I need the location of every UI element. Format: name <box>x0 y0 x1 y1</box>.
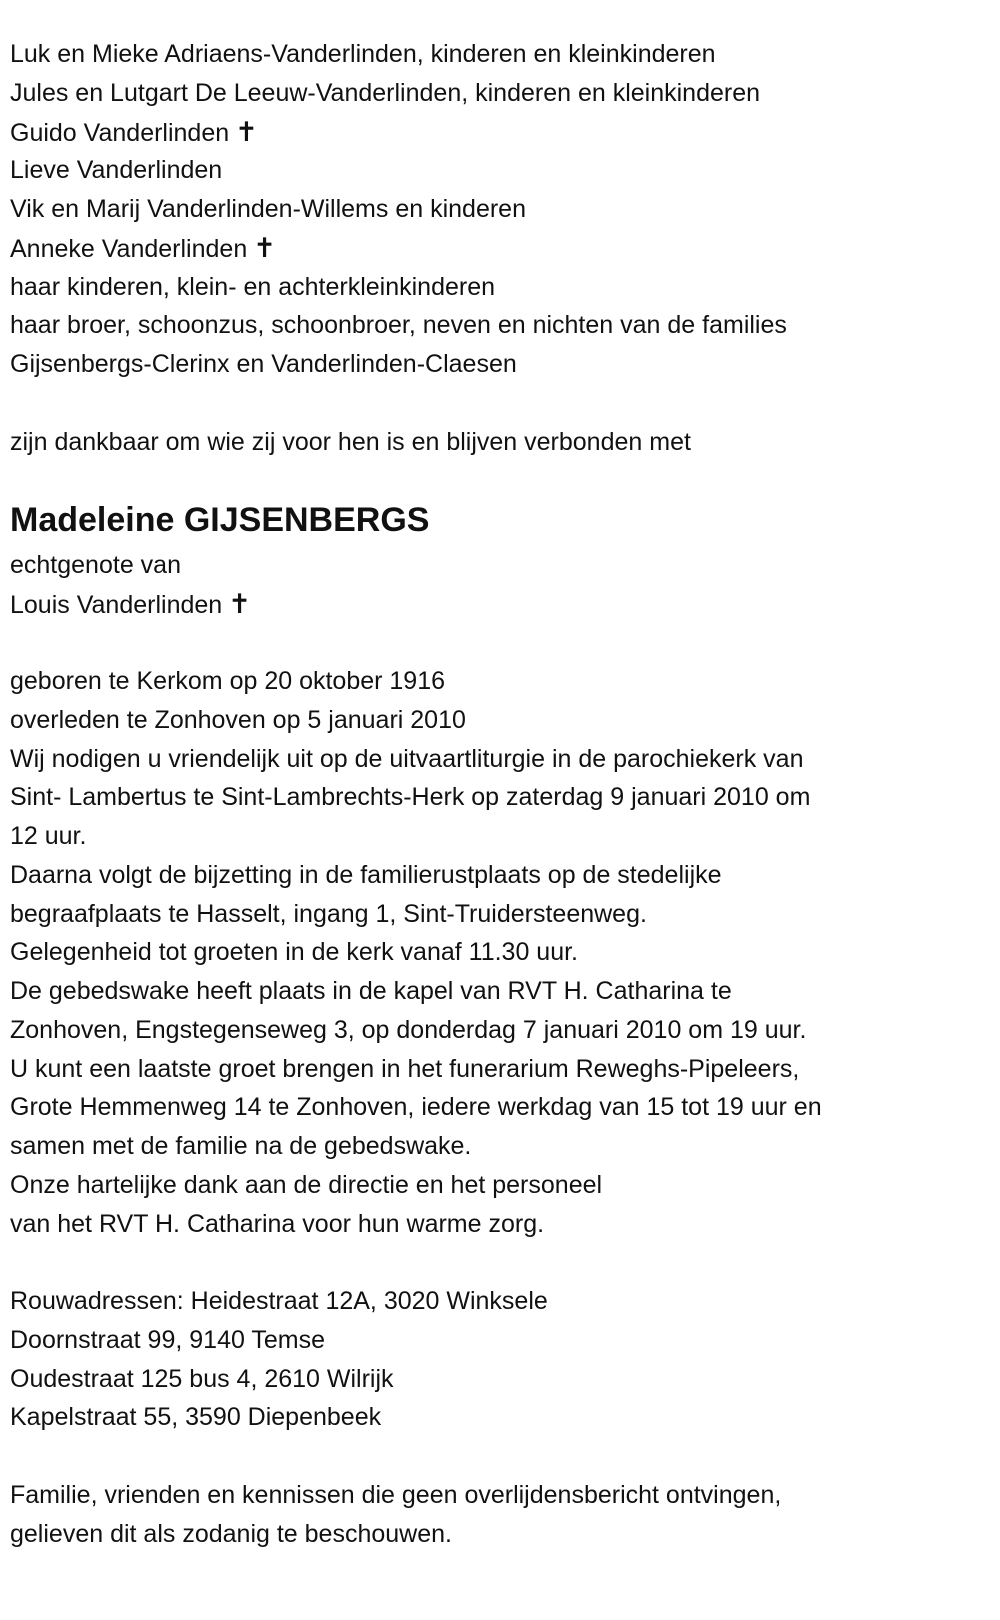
detail-line: begraafplaats te Hasselt, ingang 1, Sint-Truidersteenweg. <box>10 899 647 928</box>
family-member <box>10 229 1000 268</box>
family-member-text: haar kinderen, klein- en achterkleinkinderen <box>10 272 496 301</box>
deceased-name: Madeleine GIJSENBERGS <box>10 500 430 539</box>
cross-icon: ✝ <box>235 116 258 147</box>
family-member <box>10 306 1000 345</box>
detail-line: 12 uur. <box>10 822 87 851</box>
family-member <box>10 113 1000 152</box>
detail-line: samen met de familie na de gebedswake. <box>10 1132 472 1161</box>
address-line: Rouwadressen: Heidestraat 12A, 3020 Winksele <box>10 1287 548 1316</box>
detail-line: van het RVT H. Catharina voor hun warme zorg. <box>10 1209 545 1238</box>
family-member <box>10 151 1000 190</box>
family-member-text: Anneke Vanderlinden <box>10 234 248 263</box>
spouse-name: Louis Vanderlinden <box>10 590 223 619</box>
cross-icon: ✝ <box>228 588 251 619</box>
detail-line: Gelegenheid tot groeten in de kerk vanaf 11.30 uur. <box>10 938 578 967</box>
details <box>10 662 1000 1243</box>
cross-icon: ✝ <box>253 232 276 263</box>
family-member-text: Lieve Vanderlinden <box>10 156 223 185</box>
address-line: Doornstraat 99, 9140 Temse <box>10 1325 326 1354</box>
closing-note <box>10 1476 1000 1554</box>
family-member <box>10 190 1000 229</box>
address-line: Kapelstraat 55, 3590 Diepenbeek <box>10 1403 382 1432</box>
detail-line: De gebedswake heeft plaats in de kapel van RVT H. Catharina te <box>10 977 732 1006</box>
detail-line: Wij nodigen u vriendelijk uit op de uitvaartliturgie in de parochiekerk van <box>10 744 804 773</box>
family-member-text: Vik en Marij Vanderlinden-Willems en kinderen <box>10 195 526 223</box>
family-member <box>10 345 1000 384</box>
detail-line: Zonhoven, Engstegenseweg 3, op donderdag 7 januari 2010 om 19 uur. <box>10 1015 807 1044</box>
detail-line: Sint- Lambertus te Sint-Lambrechts-Herk op zaterdag 9 januari 2010 om <box>10 783 811 812</box>
detail-line: geboren te Kerkom op 20 oktober 1916 <box>10 667 446 696</box>
closing-line: gelieven dit als zodanig te beschouwen. <box>10 1519 452 1548</box>
family-member <box>10 35 1000 74</box>
address-line: Oudestraat 125 bus 4, 2610 Wilrijk <box>10 1364 394 1393</box>
family-member-text: Gijsenbergs-Clerinx en Vanderlinden-Claesen <box>10 350 517 378</box>
family-member-text: Guido Vanderlinden <box>10 118 230 147</box>
addresses <box>10 1282 1000 1437</box>
spouse-label: echtgenote van <box>10 550 181 579</box>
family-member <box>10 74 1000 113</box>
detail-line: U kunt een laatste groet brengen in het funerarium Reweghs-Pipeleers, <box>10 1054 800 1083</box>
detail-line: overleden te Zonhoven op 5 januari 2010 <box>10 705 466 734</box>
family-member-text: Jules en Lutgart De Leeuw-Vanderlinden, kinderen en kleinkinderen <box>10 78 761 107</box>
detail-line: Onze hartelijke dank aan de directie en het personeel <box>10 1170 603 1199</box>
closing-line: Familie, vrienden en kennissen die geen overlijdensbericht ontvingen, <box>10 1480 782 1509</box>
family-member <box>10 268 1000 307</box>
family-member-text: haar broer, schoonzus, schoonbroer, neven en nichten van de families <box>10 311 787 340</box>
detail-line: Grote Hemmenweg 14 te Zonhoven, iedere werkdag van 15 tot 19 uur en <box>10 1093 822 1122</box>
family-member-text: Luk en Mieke Adriaens-Vanderlinden, kinderen en kleinkinderen <box>10 40 716 68</box>
detail-line: Daarna volgt de bijzetting in de familierustplaats op de stedelijke <box>10 860 722 889</box>
spouse-line <box>10 585 1000 624</box>
family-list <box>10 35 1000 384</box>
intro-text: zijn dankbaar om wie zij voor hen is en blijven verbonden met <box>10 427 691 456</box>
